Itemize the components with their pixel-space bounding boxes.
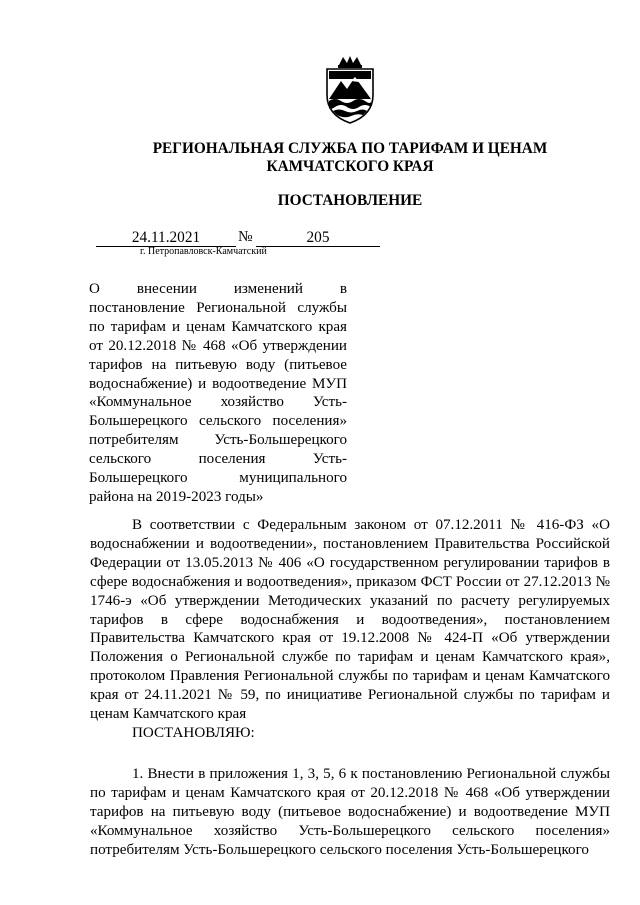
document-subject: О внесении изменений в постановление Региональной службы по тарифам и ценам Камчатского края от 20.12.2018 № 468 «Об утверждении тарифов на питьевую воду (питьевое водоснабжение) и водоотведение МУП «Коммунальное хозяйство Усть-Большерецкого сельского поселения» потребителям Усть-Большерецкого сельского поселения Усть-Большерецкого муниципального района на 2019-2023 годы»: [89, 281, 347, 505]
item-1-paragraph: 1. Внести в приложения 1, 3, 5, 6 к постановлению Региональной службы по тарифам и ценам Камчатского края от 20.12.2018 № 468 «Об утверждении тарифов на питьевую воду (питьевое водоснабжение) и водоотведение МУП «Коммунальное хозяйство Усть-Большерецкого сельского поселения» потребителям Усть-Большерецкого сельского поселения Усть-Большерецкого: [90, 766, 610, 858]
decree-word: ПОСТАНОВЛЯЮ:: [132, 725, 255, 741]
kamchatka-coat-of-arms-icon: [321, 55, 379, 125]
preamble-paragraph: В соответствии с Федеральным законом от 07.12.2011 № 416-ФЗ «О водоснабжении и водоотведении», постановлением Правительства Российской Федерации от 13.05.2013 № 406 «О государственном регулировании тарифов в сфере водоснабжения и водоотведения», приказом ФСТ России от 27.12.2013 № 1746-э «Об утверждении Методических указаний по расчету регулируемых тарифов в сфере водоснабжения и водоотведения», постановлением Правительства Камчатского края от 19.12.2008 № 424-П «Об утверждении Положения о Региональной службе по тарифам и ценам Камчатского края», протоколом Правления Региональной службы по тарифам и ценам Камчатского края от 24.11.2021 № 59, по инициативе Региональной службы по тарифам и ценам Камчатского края: [90, 517, 610, 723]
organization-title: [70, 140, 630, 176]
document-city: г. Петропавловск-Камчатский: [140, 246, 267, 257]
organization-title-line2: КАМЧАТСКОГО КРАЯ: [266, 158, 434, 175]
organization-title-line1: РЕГИОНАЛЬНАЯ СЛУЖБА ПО ТАРИФАМ И ЦЕНАМ: [152, 140, 548, 157]
document-number: 205: [256, 229, 380, 247]
document-date: 24.11.2021: [96, 229, 236, 247]
document-number-label: №: [238, 228, 253, 245]
document-type-heading: ПОСТАНОВЛЕНИЕ: [277, 192, 423, 209]
